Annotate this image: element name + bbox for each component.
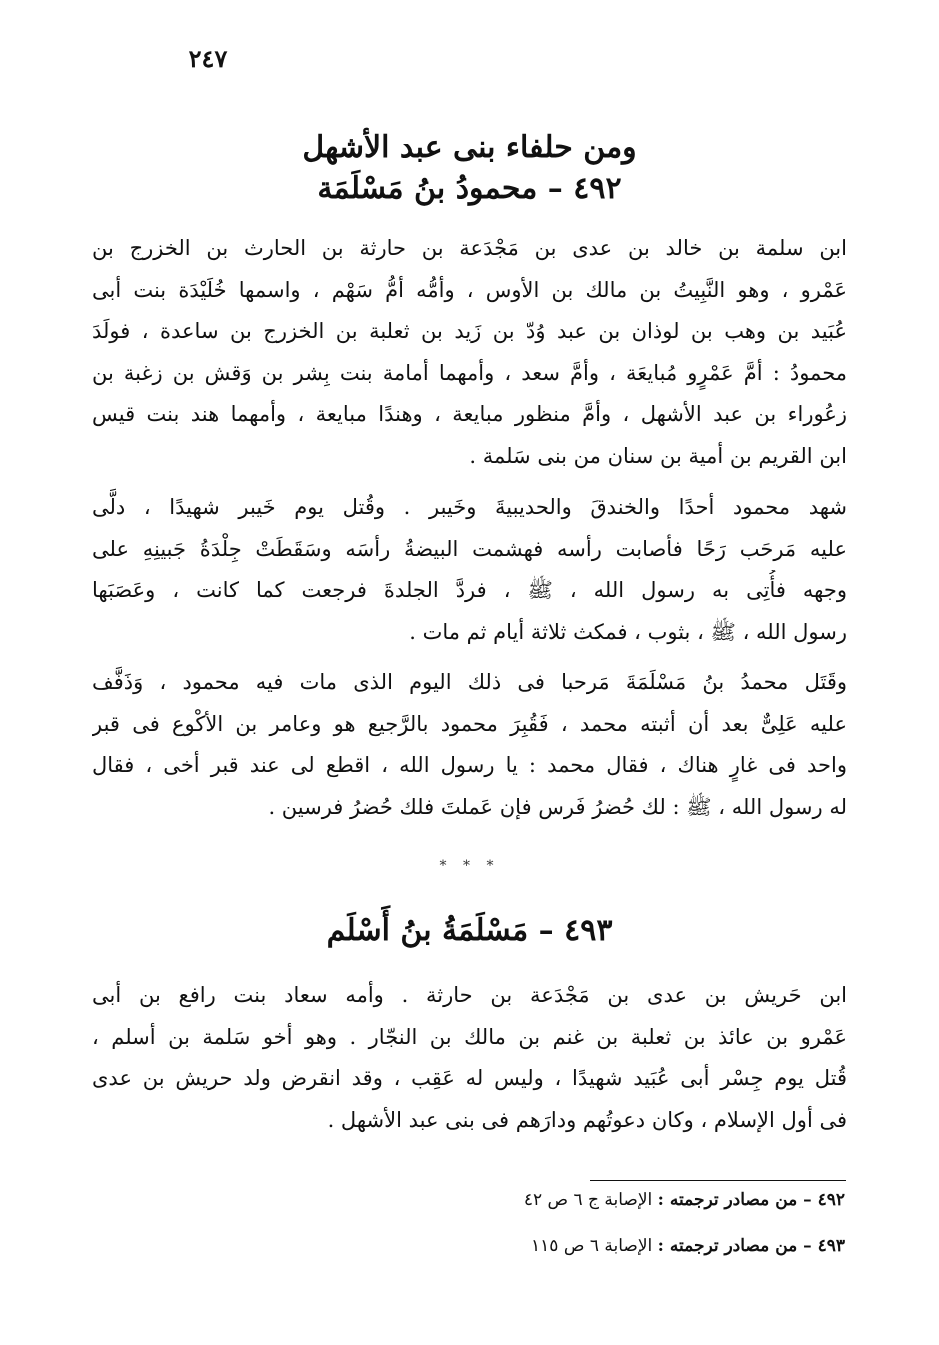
text-line: عَمْرو بن عائذ بن ثعلبة بن غنم بن مالك بن النجّار . وهو أخو سَلمة بن أسلم ، — [92, 1024, 847, 1049]
text-line: عليه عَلِىٌّ بعد أن أثبته محمد ، فَقُبِرَ محمود بالرَّجيع هو وعامر بن الأكْوع فى قبر — [92, 711, 847, 736]
footnote-label: ٤٩٣ – من مصادر ترجمته : — [657, 1236, 845, 1256]
footnote-text: الإصابة ج ٦ ص ٤٢ — [523, 1190, 653, 1210]
section-title: ومن حلفاء بنى عبد الأشهل — [302, 130, 637, 165]
text-line: عَمْرو ، وهو النَّبِيتُ بن مالك بن الأوس ، وأمُّه أمُّ سَهْم ، واسمها خُلَيْدَة بنت أبى — [92, 277, 847, 302]
section-separator: * * * — [439, 858, 500, 874]
text-line: وقَتَل محمدُ بنُ مَسْلَمَةَ مَرحبا فى ذلك اليوم الذى مات فيه محمود ، وَذَفَّف — [92, 670, 847, 694]
text-line: له رسول الله ، ﷺ : لك حُضرُ فَرس فإن عَملتَ فلك حُضرُ فرسين . — [268, 794, 847, 819]
footnote-label: ٤٩٢ – من مصادر ترجمته : — [657, 1190, 845, 1210]
text-line: وجهه فأُتِى به رسول الله ، ﷺ ، فردَّ الجلدةَ فرجعت كما كانت ، وعَصَبَها — [92, 578, 847, 602]
text-line: فى أول الإسلام ، وكان دعوتُهم ودارَهم فى بنى عبد الأشهل . — [327, 1107, 847, 1132]
page-number: ٢٤٧ — [188, 44, 228, 73]
footnote-493 — [320, 1236, 845, 1256]
text-line: محمودُ : أمَّ عَمْرٍو مُبايعَة ، وأمَّ سعد ، وأمهما أمامة بنت بِشر بن وَقش بن زغبة بن — [92, 360, 847, 385]
footnote-divider — [590, 1180, 846, 1181]
entry-493-paragraph-1 — [92, 975, 847, 1141]
text-line: عليه مَرحَب رَحًا فأصابت رأسه فهشمت البيضةُ رأسَه وسَقَطَتْ جِلْدَةُ جَبينِهِ على — [92, 536, 847, 561]
text-line: قُتل يوم جِسْر أبى عُبَيد شهيدًا ، وليس له عَقِب ، وقد انقرض ولد حريش بن عدى — [92, 1066, 847, 1090]
text-line: رسول الله ، ﷺ ، بثوب ، فمكث ثلاثة أيام ثم مات . — [409, 619, 847, 644]
text-line: ابن سلمة بن خالد بن عدى بن مَجْدَعة بن حارثة بن الحارث بن الخزرج بن — [92, 236, 847, 260]
text-line: شهد محمود أحدًا والخندقَ والحديبيةَ وخَيبر . وقُتل يوم خَيبر شهيدًا ، دلَّى — [92, 495, 847, 519]
entry-492-paragraph-1 — [92, 228, 847, 477]
footnote-text: الإصابة ٦ ص ١١٥ — [531, 1236, 653, 1256]
text-line: عُبَيد بن وهب بن لوذان بن عبد وُدّ بن زَيد بن ثعلبة بن الخزرج بن ساعدة ، فولَدَ — [92, 319, 847, 343]
entry-492-paragraph-3 — [92, 662, 847, 828]
text-line: ابن القريم بن أمية بن سنان من بنى سَلمة . — [469, 443, 847, 468]
text-line: زعُوراء بن عبد الأشهل ، وأمَّ منظور مبايعة ، وهندًا مبايعة ، وأمهما هند بنت قيس — [92, 402, 847, 426]
text-line: ابن حَريش بن عدى بن مَجْدَعة بن حارثة . وأمه سعاد بنت رافع بن أبى — [92, 983, 847, 1007]
entry-493-title: ٤٩٣ – مَسْلَمَةُ بنُ أَسْلَم — [326, 913, 613, 948]
footnote-492 — [320, 1190, 845, 1210]
entry-492-paragraph-2 — [92, 487, 847, 653]
text-line: واحد فى غارٍ هناك ، فقال محمد : يا رسول الله ، اقطع لى عند قبر أخى ، فقال — [92, 753, 847, 777]
entry-492-title: ٤٩٢ – محمودُ بنُ مَسْلَمَة — [317, 171, 622, 206]
